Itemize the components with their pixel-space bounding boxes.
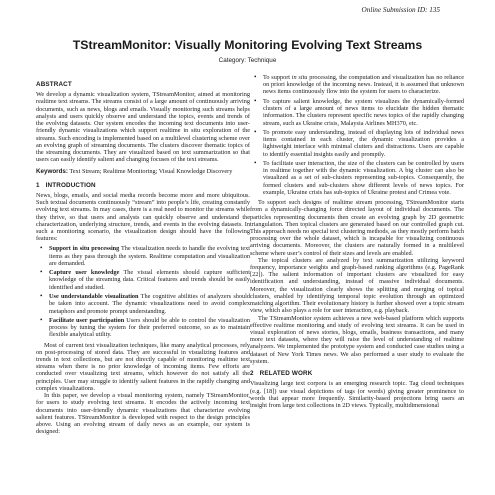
section-title: RELATED WORK [259,370,313,378]
keywords-label: Keywords: [36,168,68,176]
list-item [250,129,464,158]
section-number: 1 [36,181,40,189]
feature-text: Users should be able to control the visualization process by tuning the system for their preferred outcome, so as to maintain flexible analytical utility. [49,316,250,339]
feature-text: The visualization needs to handle the evolving text items as they pass through the system. Realtime computation and visualization are demanded. [49,245,250,267]
introduction-heading [36,182,250,189]
goal-text: To facilitate user interaction, the size of the clusters can be controlled by users in realtime together with the dynamic visualization. A big cluster can also be visualized as a set of sub-clusters representing sub-topics. Consequently, the formed clusters and sub-clusters show different levels of news topics. For example, Ukraine crisis has sub-topics of Ukraine protest and Crimea vote. [263,159,464,196]
intro-paragraph-1: News, blogs, emails, and social media records become more and more ubiquitous. Such textual documents continuously “stream” into people’s life, creating constantly evolving text streams. In may cases, there is a real need to monitor the streams while they thrive, so that users and analysts can quickly observe and understand the characterization, underlying structure, trends, and events in the evolving datasets. In such a monitoring scenario, the visualization design should have the following features: [36,191,250,243]
intro-paragraph-3: In this paper, we develop a visual monitoring system, namely TStreamMonitor, for users to study evolving text streams. It encodes the actively incoming text documents into user-friendly dynamic visualizations that characterize evolving salient features. TStreamMonitor is developed with respect to the design principles above. Using an evolving stream of daily news as an example, our system is designed: [36,392,250,436]
submission-id: Online Submission ID: 135 [361,6,440,14]
abstract-text: We develop a dynamic visualization system, TStreamMonitor, aimed at monitoring realtime text streams. The streams consist of a large amount of continuously arriving documents, such as news, blogs and emails. Visually monitoring such streams helps analysts and users quickly observe and understand the topics, events and trends of the evolving datasets. Our system encodes the incoming text documents into user-friendly dynamic visualizations which support realtime in situ exploration of the streams. Such encoding is implemented based on a multilevel clustering scheme over an evolving graph of streaming documents. The clusters discover thematic topics of the streaming documents. They are visualized based on text summarization so that users can easily identify salient and changing focuses of the text streams. [36,91,250,164]
list-item [36,245,250,267]
feature-term: Capture user knowledge [49,269,120,277]
feature-list [36,245,250,338]
feature-text: The visual elements should capture sufficient knowledge of the streaming data. Critical features and trends should be easily identified and studied. [49,269,250,291]
list-item [250,74,464,96]
list-item [36,317,250,339]
goal-text: processing, the computation and visualization has no reliance on priori knowledge of the incoming news. Instead, it is assumed that unknown news items continuously flow into the system for users to characterize. [263,74,464,96]
intro-paragraph-2: Most of current text visualization techniques, like many analytical processes, rely on post-processing of stored data. They are successful in visualizing features and trends in text collections, but are not directly capable of monitoring realtime text streams when there is no prior knowledge of incoming items. Few efforts are conducted over visualizing text streams, which however do not satisfy all the principles. User may struggle to identify salient features in the rapidly changing and complex visualizations. [36,341,250,392]
feature-term: Facilitate user participation [49,316,125,324]
goal-prefix: To support [263,74,292,81]
keywords [36,168,250,175]
feature-term: Use understandable visualization [49,293,139,301]
design-goal-list [250,74,464,196]
list-item [250,98,464,127]
related-work-text: Visualizing large text corpora is an emerging research topic. Tag cloud techniques (e.g. [18]) use visual depictions of tags (or words) giving greater prominence to words that appear more frequently. Similarity-based projections bring users an insight from large text collections in 2D views. Typically, multidimensional [250,380,464,409]
abstract-heading: ABSTRACT [36,81,72,88]
keywords-text: Text Stream; Realtime Monitoring; Visual Knowledge Discovery [69,168,233,176]
list-item [36,293,250,315]
feature-text: The cognitive abilities of analyzers should be taken into account. The dynamic visualizations need to avoid complex metaphors and promote prompt understanding. [49,293,251,315]
list-item [250,160,464,196]
goal-text: To capture salient knowledge, the system visualizes the dynamically-formed clusters of a large amount of news items to elucidate the hidden thematic information. The clusters represent specific news topics of the rapidly changing stream, such as Ukraine crisis, Malaysia Airlines MH370, etc. [263,97,464,127]
body-paragraph: The TStreamMonitor system achieves a new web-based platform which supports effective realtime monitoring and study of evolving text streams. It can be used in visual exploration of news stories, blogs, emails, business transactions, and many more text datasets, where they will raise the level of understanding of realtime analyzers. We implemented the prototype system and conducted case studies using a dataset of New York Times news. We also performed a user study to evaluate the system. [250,314,464,365]
paper-title: TStreamMonitor: Visually Monitoring Evolving Text Streams [72,38,423,52]
list-item [36,269,250,291]
body-paragraph: To support such designs of realtime stream processing, TStreamMonitor starts from a dynamically-changing force directed layout of individual documents. The particles representing documents then create an evolving graph by 2D geometric triangulation. Then topical clusters are generated based on our controlled graph cut. This approach needs no special text clustering methods, as they mostly perform batch processing over the whole dataset, which is incapable for visualizing continuous arriving documents. Moreover, the clusters are naturally formed in a multilevel scheme where user’s control of their sizes and levels are enabled. [250,199,465,257]
goal-text: To promote easy understanding, instead of displaying lots of individual news items contained in each cluster, the dynamic visualization provides a lightweight interface with minimal clutters and distractions. Users are capable to identify essential insights easily and promptly. [263,128,464,158]
section-title: INTRODUCTION [45,181,96,189]
related-work-heading [250,370,464,377]
goal-emphasis: in situ [291,74,308,81]
paper-category: Category: Technique [218,57,277,64]
feature-term: Support in situ processing [49,245,120,253]
section-number: 2 [250,370,254,378]
right-column [250,74,464,409]
left-column [36,78,250,435]
body-paragraph: The topical clusters are analyzed by text summarization utilizing keyword frequency, importance weights and graph-based ranking algorithms (e.g. PageRank [22]). The salient information of important clusters are visualized for easy identification and understanding, instead of massive individual documents. Moreover, the visualization clearly shows the splitting and merging of topical clusters, enabled by identifying temporal topic evolution through an optimized matching algorithm. Their evolutionary history is further showed over a topic stream view, which also plays a role for user interaction, e.g. playback. [250,256,464,315]
